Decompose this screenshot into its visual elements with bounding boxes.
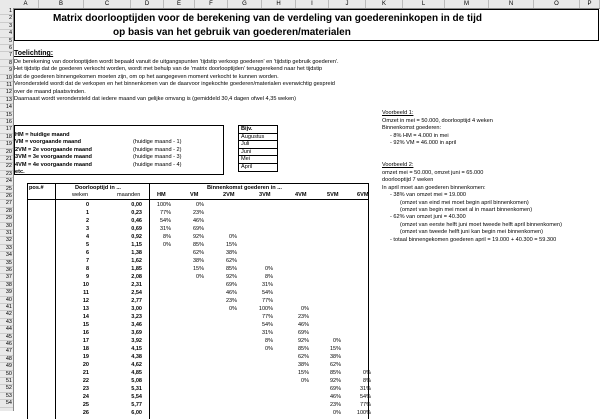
percentage-cell: 38% [329,354,341,360]
voorbeeld-1-line: Binnenkomst goederen: [382,125,442,132]
column-header[interactable]: C [84,0,131,8]
percentage-cell: 23% [192,210,204,216]
percentage-cell: 69% [297,330,309,336]
pos-header: pos.# [29,185,44,191]
percentage-cell: 38% [225,250,237,256]
voorbeeld-1-heading: Voorbeeld 1: [382,110,414,116]
bijv-label: Bijv. [239,126,278,134]
weken-cell: 9 [85,274,89,280]
percentage-cell: 77% [359,402,371,408]
percentage-cell: 85% [297,346,309,352]
maanden-cell: 4,62 [131,362,142,368]
binnenkomst-header: Binnenkomst goederen in ... [207,185,282,191]
month-column-header: 3VM [259,192,271,198]
toelichting-line: De berekening van doorlooptijden wordt bepaald vanuit de uitgangspunten 'tijdstip verkoop goederen' en 'tijdstip gebruik goederen'. [14,59,339,65]
percentage-cell: 46% [225,290,237,296]
percentage-cell: 0% [229,234,237,240]
percentage-cell: 23% [297,314,309,320]
row-header[interactable]: 47 [0,348,13,355]
percentage-cell: 62% [297,354,309,360]
legend-code: HM = huidige maand [15,132,70,138]
table-row [27,346,369,353]
column-header[interactable]: E [164,0,195,8]
legend-note: (huidige maand - 1) [133,139,182,146]
row-header[interactable]: 46 [0,341,13,348]
legend-note: (huidige maand - 3) [133,154,182,161]
maanden-cell: 4,85 [131,370,142,376]
table-row [27,202,369,209]
row-header[interactable]: 45 [0,334,13,341]
row-header[interactable]: 25 [0,186,13,193]
table-row [27,330,369,337]
percentage-cell: 0% [163,242,171,248]
doorlooptijden-matrix [27,183,369,419]
row-header[interactable]: 16 [0,119,13,126]
column-header[interactable]: M [445,0,489,8]
weken-cell: 17 [82,338,89,344]
row-header[interactable]: 44 [0,326,13,333]
weken-cell: 25 [82,402,89,408]
row-header[interactable]: 32 [0,237,13,244]
percentage-cell: 0% [265,346,273,352]
row-header[interactable]: 15 [0,112,13,119]
month-column-header: 4VM [295,192,307,198]
voorbeeld-2-line: (omzet van eind mei moet begin april binnenkomen) [400,199,529,206]
percentage-cell: 0% [333,410,341,416]
row-header[interactable]: 12 [0,89,13,96]
percentage-cell: 23% [329,402,341,408]
percentage-cell: 46% [192,218,204,224]
row-header[interactable]: 36 [0,267,13,274]
voorbeeld-2-line: - totaal binnengekomen goederen april = 19.000 + 40.300 = 59.300 [390,236,557,243]
table-row [27,314,369,321]
percentage-cell: 54% [159,218,171,224]
row-header[interactable]: 52 [0,385,13,392]
weken-cell: 12 [82,298,89,304]
weken-cell: 2 [85,218,89,224]
row-header[interactable]: 30 [0,223,13,230]
percentage-cell: 8% [163,234,171,240]
legend-code: 2VM = 2e voorgaande maand [15,146,92,153]
month-example-table [238,125,278,172]
percentage-cell: 15% [297,370,309,376]
voorbeeld-2-line: - 62% van omzet juni = 40.300 [390,214,466,221]
maanden-cell: 5,31 [131,386,142,392]
weken-cell: 7 [85,258,89,264]
percentage-cell: 31% [261,330,273,336]
maanden-cell: 5,08 [131,378,142,384]
percentage-cell: 0% [196,202,204,208]
row-header[interactable]: 21 [0,156,13,163]
toelichting-line: Verondersteld wordt dat de verkopen en het binnenkomen van de daarvoor ingekochte goederen/materialen evenwichtig gespreid [14,81,335,88]
voorbeeld-1-line: - 92% VM = 46.000 in april [390,140,457,147]
percentage-cell: 23% [225,298,237,304]
voorbeeld-2-line: omzet mei = 50.000, omzet juni = 65.000 [382,170,484,176]
table-row [27,218,369,225]
table-row [27,378,369,385]
column-header[interactable]: A [13,0,39,8]
legend-note: (huidige maand - 4) [133,161,182,168]
row-header[interactable]: 19 [0,141,13,148]
percentage-cell: 15% [329,346,341,352]
row-header[interactable]: 2 [0,15,13,22]
percentage-cell: 92% [297,338,309,344]
row-header[interactable]: 48 [0,356,13,363]
row-header[interactable]: 24 [0,178,13,185]
percentage-cell: 0% [265,266,273,272]
row-header[interactable]: 14 [0,104,13,111]
column-header[interactable]: L [403,0,445,8]
toelichting-heading: Toelichting: [14,50,54,57]
percentage-cell: 8% [265,274,273,280]
table-row [27,250,369,257]
percentage-cell: 31% [159,226,171,232]
title-line-1: Matrix doorlooptijden voor de berekening van de verdeling van goedereninkopen in de tijd [53,13,482,24]
row-header[interactable]: 41 [0,304,13,311]
percentage-cell: 0% [301,378,309,384]
percentage-cell: 69% [329,386,341,392]
percentage-cell: 85% [225,266,237,272]
percentage-cell: 100% [356,410,371,416]
row-header[interactable]: 6 [0,45,13,52]
row-header[interactable]: 29 [0,215,13,222]
weken-cell: 19 [82,354,89,360]
percentage-cell: 100% [156,202,171,208]
weken-cell: 16 [82,330,89,336]
percentage-cell: 62% [192,250,204,256]
row-header[interactable]: 31 [0,230,13,237]
table-row [27,282,369,289]
maanden-cell: 1,38 [131,250,142,256]
row-header[interactable]: 49 [0,363,13,370]
percentage-cell: 38% [297,362,309,368]
row-header[interactable]: 28 [0,208,13,215]
row-header[interactable]: 5 [0,38,13,45]
row-header[interactable]: 50 [0,371,13,378]
maanden-cell: 3,92 [131,338,142,344]
row-header[interactable]: 27 [0,200,13,207]
row-headers [0,8,14,411]
maanden-cell: 5,77 [131,402,142,408]
row-header[interactable]: 53 [0,393,13,400]
voorbeeld-2-line: In april moet aan goederen binnenkomen: [382,184,486,191]
column-header[interactable]: K [366,0,403,8]
sheet-grid [13,8,600,416]
table-row [27,402,369,409]
column-header[interactable]: P [580,0,600,8]
voorbeeld-2-line: (omzet van begin mei moet al in maart binnenkomen) [400,207,533,213]
row-header[interactable]: 43 [0,319,13,326]
legend-note: (huidige maand - 2) [133,146,182,153]
percentage-cell: 0% [229,306,237,312]
weken-cell: 26 [82,410,89,416]
weken-cell: 18 [82,346,89,352]
row-header[interactable]: 51 [0,378,13,385]
month-cell: Mei [239,156,278,164]
percentage-cell: 54% [261,290,273,296]
maanden-cell: 3,46 [131,322,142,328]
percentage-cell: 15% [225,242,237,248]
weken-cell: 24 [82,394,89,400]
percentage-cell: 15% [192,266,204,272]
toelichting-line: Daarnaast wordt verondersteld dat iedere maand van gelijke omvang is (gemiddeld 30,4 dagen ofwel 4,35 weken) [14,96,297,102]
table-row [27,290,369,297]
maanden-header: maanden [117,192,141,198]
weken-cell: 5 [85,242,89,248]
month-cell: Juli [239,141,278,149]
column-header[interactable]: N [489,0,534,8]
table-row [27,226,369,233]
row-header[interactable]: 35 [0,260,13,267]
row-header[interactable]: 10 [0,75,13,82]
maanden-cell: 2,31 [131,282,142,288]
column-header[interactable]: I [296,0,329,8]
weken-cell: 13 [82,306,89,312]
percentage-cell: 0% [196,274,204,280]
voorbeeld-2-line: - 38% van omzet mei = 19.000 [390,192,467,199]
maanden-cell: 1,15 [131,242,142,248]
legend-code: VM = voorgaande maand [15,139,82,146]
maanden-cell: 2,08 [131,274,142,280]
weken-cell: 8 [85,266,89,272]
percentage-cell: 31% [359,386,371,392]
doorlooptijd-header: Doorlooptijd in ... [75,185,121,191]
table-row [27,234,369,241]
table-row [27,410,369,417]
percentage-cell: 0% [363,370,371,376]
voorbeeld-2-line: (omzet van eerste helft juni moet tweede helft april binnenkomen) [400,221,562,228]
maanden-cell: 0,92 [131,234,142,240]
percentage-cell: 8% [265,338,273,344]
maanden-cell: 1,62 [131,258,142,264]
percentage-cell: 85% [192,242,204,248]
maanden-cell: 1,85 [131,266,142,272]
weken-cell: 4 [85,234,89,240]
percentage-cell: 92% [329,378,341,384]
weken-cell: 15 [82,322,89,328]
row-header[interactable]: 26 [0,193,13,200]
table-row [27,322,369,329]
column-header[interactable]: B [39,0,84,8]
row-header[interactable]: 3 [0,23,13,30]
maanden-cell: 0,69 [131,226,142,232]
maanden-cell: 5,54 [131,394,142,400]
month-column-header: 6VM [357,192,369,198]
weken-cell: 6 [85,250,89,256]
month-cell: Juni [239,148,278,156]
row-header[interactable]: 22 [0,163,13,170]
percentage-cell: 77% [261,314,273,320]
row-header[interactable]: 40 [0,297,13,304]
table-row [27,210,369,217]
row-header[interactable]: 33 [0,245,13,252]
weken-cell: 14 [82,314,89,320]
percentage-cell: 69% [192,226,204,232]
weken-cell: 11 [83,290,89,296]
voorbeeld-2-line: (omzet van tweede helft juni kan begin mei binnenkomen) [400,229,544,236]
row-header[interactable]: 7 [0,52,13,59]
column-header[interactable]: O [534,0,580,8]
percentage-cell: 0% [333,338,341,344]
maanden-cell: 0,46 [131,218,142,224]
percentage-cell: 54% [359,394,371,400]
row-header[interactable]: 39 [0,289,13,296]
legend-code: 3VM = 3e voorgaande maand [15,154,92,161]
maanden-cell: 4,15 [131,346,142,352]
maanden-cell: 2,77 [131,298,142,304]
table-row [27,266,369,273]
legend-code: etc. [15,169,25,175]
row-header[interactable]: 18 [0,134,13,141]
table-row [27,370,369,377]
weken-header: weken [72,192,89,198]
month-cell: Augustus [239,133,278,141]
voorbeeld-2-heading: Voorbeeld 2: [382,162,414,168]
percentage-cell: 54% [261,322,273,328]
row-header[interactable]: 38 [0,282,13,289]
weken-cell: 22 [82,378,89,384]
percentage-cell: 46% [297,322,309,328]
table-row [27,362,369,369]
maanden-cell: 2,54 [131,290,142,296]
weken-cell: 20 [82,362,89,368]
maanden-cell: 6,00 [131,410,142,416]
maanden-cell: 0,23 [131,210,142,216]
maanden-cell: 3,23 [131,314,142,320]
column-header[interactable]: G [228,0,262,8]
weken-cell: 0 [85,202,89,208]
row-header[interactable]: 13 [0,97,13,104]
title-line-2: op basis van het gebruik van goederen/materialen [113,27,351,38]
month-cell: April [239,163,278,171]
row-header[interactable]: 11 [0,82,13,89]
weken-cell: 21 [82,370,89,376]
table-row [27,258,369,265]
percentage-cell: 92% [192,234,204,240]
month-column-header: 2VM [223,192,235,198]
percentage-cell: 62% [329,362,341,368]
row-header[interactable]: 8 [0,60,13,67]
maanden-cell: 0,00 [131,202,142,208]
weken-cell: 10 [82,282,89,288]
row-header[interactable]: 4 [0,30,13,37]
toelichting-line: dat de goederen binnengekomen moeten zijn, om op het aangegeven moment verkocht te kunnen worden. [14,73,279,80]
table-row [27,274,369,281]
percentage-cell: 31% [261,282,273,288]
toelichting-line: Het tijdstip dat de goederen verkocht worden, wordt met behulp van de 'matrix doorlooptijden' teruggerekend naar het tijdstip [14,66,323,73]
percentage-cell: 77% [159,210,171,216]
row-header[interactable]: 54 [0,400,13,407]
percentage-cell: 100% [258,306,273,312]
table-row [27,298,369,305]
row-header[interactable]: 20 [0,149,13,156]
percentage-cell: 62% [225,258,237,264]
column-header[interactable]: H [262,0,296,8]
column-header[interactable]: J [329,0,366,8]
legend-code: 4VM = 4e voorgaande maand [15,161,92,168]
table-row [27,242,369,249]
row-header[interactable]: 1 [0,8,13,15]
column-header[interactable]: D [131,0,164,8]
voorbeeld-2-line: doorlooptijd 7 weken [382,177,434,184]
row-header[interactable]: 9 [0,67,13,74]
percentage-cell: 0% [301,306,309,312]
row-header[interactable]: 17 [0,126,13,133]
voorbeeld-1-line: Omzet in mei = 50.000, doorlooptijd 4 weken [382,118,493,124]
percentage-cell: 69% [225,282,237,288]
percentage-cell: 85% [329,370,341,376]
percentage-cell: 92% [225,274,237,280]
weken-cell: 3 [85,226,89,232]
row-header[interactable]: 37 [0,274,13,281]
voorbeeld-1-line: - 8% HM = 4.000 in mei [390,132,449,139]
weken-cell: 23 [82,386,89,392]
table-row [27,394,369,401]
weken-cell: 1 [85,210,89,216]
percentage-cell: 38% [192,258,204,264]
maanden-cell: 4,38 [131,354,142,360]
row-header[interactable]: 34 [0,252,13,259]
month-column-header: 5VM [327,192,339,198]
percentage-cell: 46% [329,394,341,400]
maanden-cell: 3,69 [131,330,142,336]
row-header[interactable]: 23 [0,171,13,178]
month-column-header: HM [157,192,166,198]
maanden-cell: 3,00 [131,306,142,312]
table-row [27,354,369,361]
toelichting-line: over de maand plaatsvinden. [14,88,86,95]
percentage-cell: 77% [261,298,273,304]
row-header[interactable]: 42 [0,311,13,318]
table-row [27,386,369,393]
month-column-header: VM [190,192,199,198]
table-row [27,306,369,313]
column-header[interactable]: F [195,0,228,8]
table-row [27,338,369,345]
percentage-cell: 8% [363,378,371,384]
